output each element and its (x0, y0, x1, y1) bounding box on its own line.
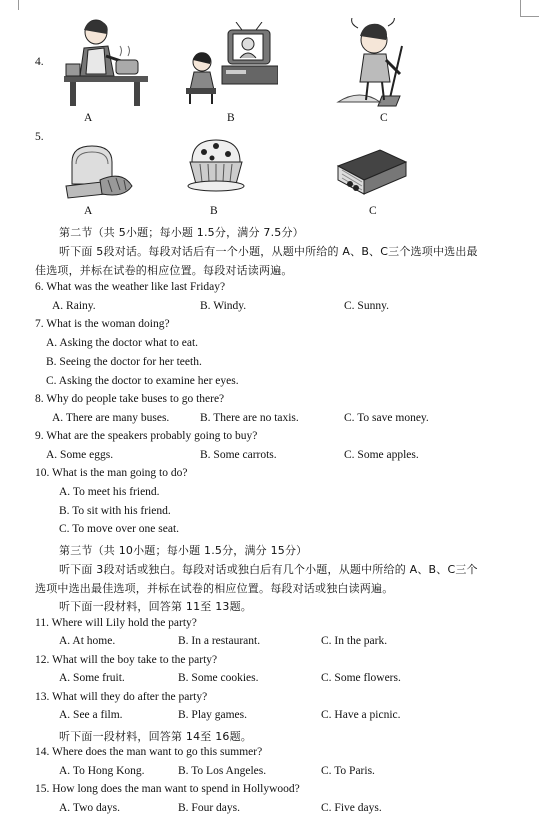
question-15-stem: 15. How long does the man want to spend in Hollywood? (35, 783, 300, 795)
q10-option-b: B. To sit with his friend. (59, 505, 171, 517)
q15-option-b: B. Four days. (178, 802, 240, 814)
q8-option-b: B. There are no taxis. (200, 412, 299, 424)
q5-option-a-label: A (84, 205, 93, 217)
q12-option-a: A. Some fruit. (59, 672, 125, 684)
q8-option-c: C. To save money. (344, 412, 429, 424)
crop-mark-left (18, 0, 19, 10)
section-2-instruction-line-2: 佳选项，并标在试卷的相应位置。每段对话读两遍。 (35, 264, 293, 277)
material-14-16-instruction: 听下面一段材料，回答第 14至 16题。 (59, 730, 252, 743)
question-4-number: 4. (35, 56, 44, 68)
q13-option-c: C. Have a picnic. (321, 709, 401, 721)
section-3-instruction-line-2: 选项中选出最佳选项，并标在试卷的相应位置。每段对话或独白读两遍。 (35, 582, 394, 595)
q4-option-a-label: A (84, 112, 93, 124)
crop-mark-right (520, 0, 521, 16)
q13-option-a: A. See a film. (59, 709, 123, 721)
q14-option-a: A. To Hong Kong. (59, 765, 145, 777)
material-11-13-instruction: 听下面一段材料，回答第 11至 13题。 (59, 600, 252, 613)
q7-option-b: B. Seeing the doctor for her teeth. (46, 356, 202, 368)
q13-option-b: B. Play games. (178, 709, 247, 721)
section-3-instruction-line-1: 听下面 3段对话或独白。每段对话或独白后有几个小题，从题中所给的 A、B、C三个 (59, 563, 478, 576)
q12-option-c: C. Some flowers. (321, 672, 401, 684)
question-10-stem: 10. What is the man going to do? (35, 467, 188, 479)
q6-option-a: A. Rainy. (52, 300, 96, 312)
question-5-number: 5. (35, 131, 44, 143)
q5-option-b-label: B (210, 205, 218, 217)
question-11-stem: 11. Where will Lily hold the party? (35, 617, 197, 629)
section-2-instruction-line-1: 听下面 5段对话。每段对话后有一个小题，从题中所给的 A、B、C三个选项中选出最 (59, 245, 478, 258)
question-12-stem: 12. What will the boy take to the party? (35, 654, 218, 666)
q14-option-c: C. To Paris. (321, 765, 375, 777)
question-6-stem: 6. What was the weather like last Friday? (35, 281, 226, 293)
q7-option-c: C. Asking the doctor to examine her eyes. (46, 375, 239, 387)
q10-option-a: A. To meet his friend. (59, 486, 160, 498)
cake-icon (186, 136, 246, 196)
q6-option-b: B. Windy. (200, 300, 247, 312)
q14-option-b: B. To Los Angeles. (178, 765, 267, 777)
q4-option-c-label: C (380, 112, 388, 124)
q9-option-b: B. Some carrots. (200, 449, 277, 461)
q12-option-b: B. Some cookies. (178, 672, 259, 684)
q11-option-b: B. In a restaurant. (178, 635, 261, 647)
q10-option-c: C. To move over one seat. (59, 523, 180, 535)
section-3-heading: 第三节（共 10小题；每小题 1.5分，满分 15分） (59, 544, 308, 557)
q5-option-c-label: C (369, 205, 377, 217)
q9-option-a: A. Some eggs. (46, 449, 114, 461)
question-8-stem: 8. Why do people take buses to go there? (35, 393, 225, 405)
book-icon (334, 146, 410, 198)
question-13-stem: 13. What will they do after the party? (35, 691, 208, 703)
q8-option-a: A. There are many buses. (52, 412, 170, 424)
q6-option-c: C. Sunny. (344, 300, 389, 312)
question-7-stem: 7. What is the woman doing? (35, 318, 170, 330)
question-9-stem: 9. What are the speakers probably going to buy? (35, 430, 258, 442)
question-14-stem: 14. Where does the man want to go this summer? (35, 746, 263, 758)
section-2-heading: 第二节（共 5小题；每小题 1.5分，满分 7.5分） (59, 226, 304, 239)
crop-mark-right-h (520, 16, 539, 17)
q4-option-b-label: B (227, 112, 235, 124)
q15-option-a: A. Two days. (59, 802, 120, 814)
woman-cooking-icon (60, 18, 152, 108)
girl-sweeping-icon (330, 18, 420, 108)
bread-icon (62, 140, 136, 200)
child-watching-tv-icon (182, 22, 278, 104)
q15-option-c: C. Five days. (321, 802, 382, 814)
q7-option-a: A. Asking the doctor what to eat. (46, 337, 199, 349)
q11-option-a: A. At home. (59, 635, 116, 647)
q9-option-c: C. Some apples. (344, 449, 419, 461)
q11-option-c: C. In the park. (321, 635, 388, 647)
